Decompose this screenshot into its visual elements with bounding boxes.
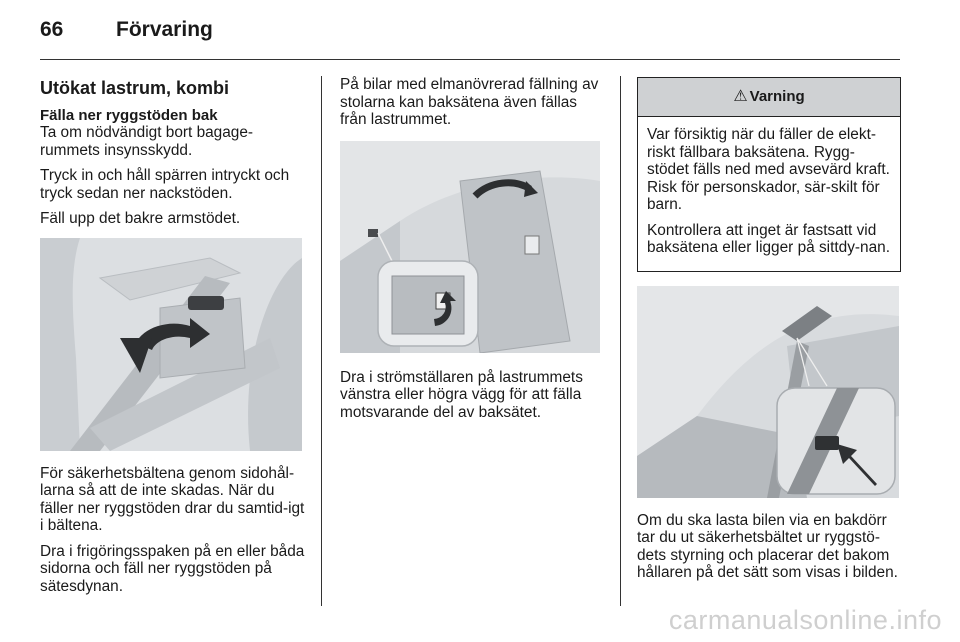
paragraph: Dra i frigöringsspaken på en eller båda sidorna och fäll ner ryggstöden på sätesdynan. xyxy=(40,542,305,595)
watermark: carmanualsonline.info xyxy=(668,605,942,635)
paragraph: Kontrollera att inget är fastsatt vid baksätena eller ligger på sittdy-nan. xyxy=(647,221,890,256)
warning-header xyxy=(638,78,900,117)
header-rule xyxy=(40,59,900,60)
paragraph: För säkerhetsbältena genom sidohål-larna så att de inte skadas. När du fäller ner ryggstöden drar du samtid-igt i bältena. xyxy=(40,464,305,534)
paragraph: Var försiktig när du fäller de elekt-riskt fällbara baksätena. Rygg-stödet fälls ned med avsevärd kraft. Risk för personskador, sär-skilt för barn. xyxy=(647,126,890,213)
column-1 xyxy=(40,76,308,603)
paragraph: Fäll upp det bakre armstödet. xyxy=(40,210,241,227)
paragraph: Tryck in och håll spärren intryckt och tryck sedan ner nackstöden. xyxy=(40,167,290,202)
seatbelt-illustration xyxy=(637,286,899,498)
page-number: 66 xyxy=(40,18,64,41)
warning-triangle-icon: ⚠ xyxy=(733,88,748,106)
paragraph: Ta om nödvändigt bort bagage-rummets insynsskydd. xyxy=(40,124,254,159)
warning-title: Varning xyxy=(749,88,805,106)
column-divider-1 xyxy=(321,76,322,606)
column-3 xyxy=(637,76,901,590)
paragraph: Dra i strömställaren på lastrummets vänstra eller högra vägg för att fälla motsvarande del av baksätet. xyxy=(340,368,583,421)
subheading: Fälla ner ryggstöden bak xyxy=(40,106,218,124)
column-2 xyxy=(340,76,605,429)
page-header xyxy=(40,18,213,48)
paragraph: Om du ska lasta bilen via en bakdörr tar du ut säkerhetsbältet ur ryggstö-dets styrning och placerar det bakom hållaren på det sätt som visas i bilden. xyxy=(637,511,898,581)
headrest-illustration xyxy=(40,238,302,451)
paragraph: På bilar med elmanövrerad fällning av stolarna kan baksätena även fällas från lastrummet. xyxy=(340,76,599,128)
warning-box xyxy=(637,77,901,272)
cargo-switch-illustration xyxy=(340,141,600,353)
column-divider-2 xyxy=(620,76,621,606)
warning-body xyxy=(638,117,900,271)
chapter-title: Förvaring xyxy=(116,18,213,41)
section-title: Utökat lastrum, kombi xyxy=(40,78,230,98)
